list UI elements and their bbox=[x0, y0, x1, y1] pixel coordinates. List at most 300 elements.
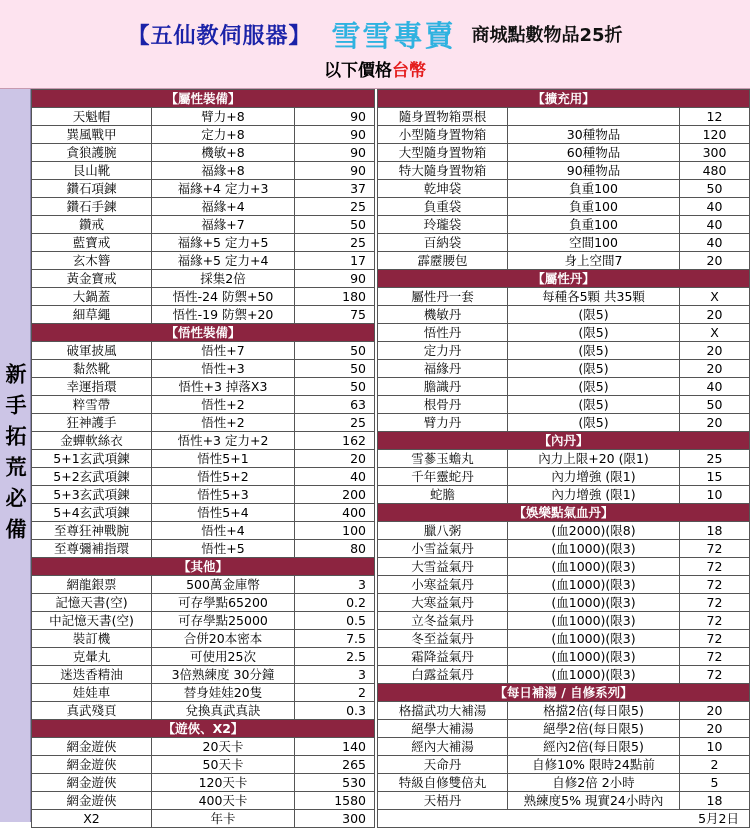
item-name: 5+3玄武項鍊 bbox=[32, 486, 152, 504]
item-price: 25 bbox=[680, 450, 750, 468]
item-name: 玲瓏袋 bbox=[378, 216, 508, 234]
item-price: X bbox=[680, 288, 750, 306]
item-price: 72 bbox=[680, 540, 750, 558]
item-desc: 50天卡 bbox=[152, 756, 295, 774]
table-row bbox=[378, 378, 750, 396]
item-name: 至尊彌補指環 bbox=[32, 540, 152, 558]
item-price: 50 bbox=[295, 216, 375, 234]
item-desc: (血1000)(限3) bbox=[508, 648, 680, 666]
item-desc: (血1000)(限3) bbox=[508, 612, 680, 630]
item-name: 隨身置物箱票根 bbox=[378, 108, 508, 126]
item-desc: 悟性+2 bbox=[152, 396, 295, 414]
item-name: 格擋武功大補湯 bbox=[378, 702, 508, 720]
item-price: 90 bbox=[295, 270, 375, 288]
item-name: 網金遊俠 bbox=[32, 792, 152, 810]
item-name: 蛇膽 bbox=[378, 486, 508, 504]
table-row bbox=[32, 180, 375, 198]
item-price: 0.3 bbox=[295, 702, 375, 720]
item-desc: 福緣+8 bbox=[152, 162, 295, 180]
item-price: 2 bbox=[680, 756, 750, 774]
item-desc: (限5) bbox=[508, 324, 680, 342]
item-desc: 60種物品 bbox=[508, 144, 680, 162]
table-row bbox=[378, 234, 750, 252]
item-desc: 20天卡 bbox=[152, 738, 295, 756]
item-desc: 內力增強 (限1) bbox=[508, 486, 680, 504]
item-name: 天魁帽 bbox=[32, 108, 152, 126]
item-name: 大雪益氣丹 bbox=[378, 558, 508, 576]
item-price: 20 bbox=[295, 450, 375, 468]
item-price: 20 bbox=[680, 720, 750, 738]
table-row bbox=[378, 486, 750, 504]
item-desc: 福緣+4 bbox=[152, 198, 295, 216]
item-price: 20 bbox=[680, 342, 750, 360]
item-name: 天命丹 bbox=[378, 756, 508, 774]
section-header bbox=[378, 504, 750, 522]
item-desc: (限5) bbox=[508, 342, 680, 360]
item-name: 中記憶天書(空) bbox=[32, 612, 152, 630]
item-desc: 身上空間7 bbox=[508, 252, 680, 270]
item-name: 粹雪帶 bbox=[32, 396, 152, 414]
item-desc: 每種各5顆 共35顆 bbox=[508, 288, 680, 306]
item-name: 細草繩 bbox=[32, 306, 152, 324]
table-row bbox=[32, 414, 375, 432]
item-desc: (血1000)(限3) bbox=[508, 630, 680, 648]
item-name: 黏然靴 bbox=[32, 360, 152, 378]
table-row bbox=[32, 594, 375, 612]
table-row bbox=[378, 306, 750, 324]
item-desc: 臂力+8 bbox=[152, 108, 295, 126]
table-row bbox=[378, 360, 750, 378]
section-title: 【悟性裝備】 bbox=[32, 324, 375, 342]
item-name: 大鍋蓋 bbox=[32, 288, 152, 306]
item-price: 20 bbox=[680, 702, 750, 720]
table-row bbox=[378, 216, 750, 234]
table-row bbox=[378, 558, 750, 576]
table-row bbox=[32, 648, 375, 666]
item-name: 白露益氣丹 bbox=[378, 666, 508, 684]
title-row bbox=[0, 14, 750, 54]
table-row bbox=[378, 576, 750, 594]
table-row bbox=[378, 342, 750, 360]
table-row bbox=[32, 612, 375, 630]
item-name: 特大隨身置物箱 bbox=[378, 162, 508, 180]
item-price: 20 bbox=[680, 414, 750, 432]
item-desc: 悟性+5 bbox=[152, 540, 295, 558]
item-price: 300 bbox=[295, 810, 375, 828]
table-row bbox=[32, 450, 375, 468]
table-row bbox=[378, 324, 750, 342]
item-price: 400 bbox=[295, 504, 375, 522]
footer-row bbox=[378, 810, 750, 828]
server-name: 【五仙教伺服器】 bbox=[127, 23, 312, 49]
item-price: 63 bbox=[295, 396, 375, 414]
item-price: 72 bbox=[680, 576, 750, 594]
item-desc: 悟性5+3 bbox=[152, 486, 295, 504]
item-price: 20 bbox=[680, 360, 750, 378]
section-header bbox=[32, 720, 375, 738]
table-row bbox=[378, 414, 750, 432]
item-name: 娃娃車 bbox=[32, 684, 152, 702]
section-header bbox=[32, 558, 375, 576]
table-row bbox=[32, 108, 375, 126]
item-price: 50 bbox=[295, 378, 375, 396]
table-row bbox=[32, 702, 375, 720]
left-price-table bbox=[31, 89, 375, 828]
table-row bbox=[32, 126, 375, 144]
item-price: X bbox=[680, 324, 750, 342]
item-name: 鑽石手鍊 bbox=[32, 198, 152, 216]
item-name: 霹靂腰包 bbox=[378, 252, 508, 270]
item-name: 根骨丹 bbox=[378, 396, 508, 414]
table-row bbox=[378, 198, 750, 216]
table-row bbox=[378, 162, 750, 180]
item-price: 72 bbox=[680, 558, 750, 576]
item-price: 72 bbox=[680, 594, 750, 612]
item-price: 50 bbox=[680, 396, 750, 414]
price-note bbox=[0, 56, 750, 80]
table-row bbox=[32, 792, 375, 810]
item-price: 90 bbox=[295, 144, 375, 162]
item-price: 180 bbox=[295, 288, 375, 306]
item-name: 5+2玄武項鍊 bbox=[32, 468, 152, 486]
item-desc: 空間100 bbox=[508, 234, 680, 252]
item-name: 特級自修雙倍丸 bbox=[378, 774, 508, 792]
item-price: 7.5 bbox=[295, 630, 375, 648]
item-desc: 悟性-24 防禦+50 bbox=[152, 288, 295, 306]
item-desc: 悟性5+1 bbox=[152, 450, 295, 468]
item-name: 悟性丹 bbox=[378, 324, 508, 342]
section-header bbox=[378, 432, 750, 450]
item-price: 40 bbox=[680, 198, 750, 216]
date-label: 5月2日 bbox=[378, 810, 750, 828]
item-desc: 熟練度5% 現實24小時內 bbox=[508, 792, 680, 810]
item-name: 霜降益氣丹 bbox=[378, 648, 508, 666]
item-price: 3 bbox=[295, 666, 375, 684]
section-title: 【遊俠、X2】 bbox=[32, 720, 375, 738]
item-desc: 悟性+3 掉落X3 bbox=[152, 378, 295, 396]
table-row bbox=[378, 144, 750, 162]
item-name: 乾坤袋 bbox=[378, 180, 508, 198]
item-price: 72 bbox=[680, 666, 750, 684]
table-row bbox=[378, 720, 750, 738]
item-price: 265 bbox=[295, 756, 375, 774]
item-price: 10 bbox=[680, 738, 750, 756]
item-name: 至尊狂神戰腕 bbox=[32, 522, 152, 540]
item-desc: 負重100 bbox=[508, 180, 680, 198]
section-title: 【屬性丹】 bbox=[378, 270, 750, 288]
item-name: 狂神護手 bbox=[32, 414, 152, 432]
currency-label: 台幣 bbox=[392, 61, 426, 81]
item-desc: 悟性5+2 bbox=[152, 468, 295, 486]
item-desc: 自修2倍 2小時 bbox=[508, 774, 680, 792]
item-price: 12 bbox=[680, 108, 750, 126]
item-name: 貪狼護腕 bbox=[32, 144, 152, 162]
section-title: 【其他】 bbox=[32, 558, 375, 576]
item-name: 網金遊俠 bbox=[32, 738, 152, 756]
item-desc: 90種物品 bbox=[508, 162, 680, 180]
item-name: 冬至益氣丹 bbox=[378, 630, 508, 648]
table-row bbox=[378, 180, 750, 198]
table-row bbox=[32, 360, 375, 378]
item-name: 福緣丹 bbox=[378, 360, 508, 378]
item-desc: 兌換真武真訣 bbox=[152, 702, 295, 720]
item-desc: (限5) bbox=[508, 396, 680, 414]
table-row bbox=[32, 252, 375, 270]
item-desc: 負重100 bbox=[508, 198, 680, 216]
item-desc: 400天卡 bbox=[152, 792, 295, 810]
section-title: 【娛樂點氣血丹】 bbox=[378, 504, 750, 522]
item-name: 小雪益氣丹 bbox=[378, 540, 508, 558]
section-title: 【屬性裝備】 bbox=[32, 90, 375, 108]
table-row bbox=[32, 486, 375, 504]
item-name: 小寒益氣丹 bbox=[378, 576, 508, 594]
item-name: 5+4玄武項鍊 bbox=[32, 504, 152, 522]
item-desc: 合併20本密本 bbox=[152, 630, 295, 648]
item-desc: 500萬金庫幣 bbox=[152, 576, 295, 594]
item-price: 530 bbox=[295, 774, 375, 792]
item-desc: (血1000)(限3) bbox=[508, 576, 680, 594]
item-price: 300 bbox=[680, 144, 750, 162]
table-row bbox=[378, 288, 750, 306]
item-name: 網龍銀票 bbox=[32, 576, 152, 594]
table-row bbox=[378, 756, 750, 774]
item-desc: (血1000)(限3) bbox=[508, 558, 680, 576]
table-row bbox=[32, 522, 375, 540]
item-price: 90 bbox=[295, 126, 375, 144]
side-banner bbox=[0, 89, 31, 822]
table-row bbox=[378, 540, 750, 558]
item-name: 天梧丹 bbox=[378, 792, 508, 810]
item-price: 72 bbox=[680, 612, 750, 630]
item-price: 80 bbox=[295, 540, 375, 558]
item-desc: 自修10% 限時24點前 bbox=[508, 756, 680, 774]
table-row bbox=[32, 306, 375, 324]
item-name: 記憶天書(空) bbox=[32, 594, 152, 612]
table-row bbox=[378, 666, 750, 684]
header-banner bbox=[0, 0, 750, 89]
section-header bbox=[32, 324, 375, 342]
item-desc: (限5) bbox=[508, 378, 680, 396]
item-price: 17 bbox=[295, 252, 375, 270]
table-row bbox=[32, 342, 375, 360]
item-desc: 內力上限+20 (限1) bbox=[508, 450, 680, 468]
item-desc: (血1000)(限3) bbox=[508, 666, 680, 684]
item-desc: 採集2倍 bbox=[152, 270, 295, 288]
item-price: 2.5 bbox=[295, 648, 375, 666]
table-row bbox=[32, 144, 375, 162]
item-desc: 可存學點65200 bbox=[152, 594, 295, 612]
item-price: 72 bbox=[680, 630, 750, 648]
table-row bbox=[32, 756, 375, 774]
table-row bbox=[32, 576, 375, 594]
item-name: 鑽石項鍊 bbox=[32, 180, 152, 198]
item-price: 40 bbox=[680, 216, 750, 234]
section-header bbox=[378, 270, 750, 288]
item-name: 臂力丹 bbox=[378, 414, 508, 432]
item-price: 25 bbox=[295, 234, 375, 252]
item-desc: 福緣+5 定力+5 bbox=[152, 234, 295, 252]
price-prefix: 以下價格 bbox=[324, 61, 392, 81]
item-price: 3 bbox=[295, 576, 375, 594]
item-price: 18 bbox=[680, 522, 750, 540]
item-price: 40 bbox=[680, 234, 750, 252]
item-name: X2 bbox=[32, 810, 152, 828]
table-row bbox=[32, 396, 375, 414]
item-price: 2 bbox=[295, 684, 375, 702]
item-name: 絕學大補湯 bbox=[378, 720, 508, 738]
item-price: 50 bbox=[295, 360, 375, 378]
item-price: 72 bbox=[680, 648, 750, 666]
section-title: 【每日補湯 / 自修系列】 bbox=[378, 684, 750, 702]
item-desc: 悟性+2 bbox=[152, 414, 295, 432]
item-desc: 3倍熟練度 30分鐘 bbox=[152, 666, 295, 684]
item-desc: (血1000)(限3) bbox=[508, 540, 680, 558]
item-name: 經內大補湯 bbox=[378, 738, 508, 756]
section-header bbox=[32, 90, 375, 108]
item-name: 立冬益氣丹 bbox=[378, 612, 508, 630]
table-row bbox=[32, 666, 375, 684]
item-desc: 定力+8 bbox=[152, 126, 295, 144]
right-price-table bbox=[377, 89, 750, 828]
table-row bbox=[378, 792, 750, 810]
item-desc: 悟性+3 bbox=[152, 360, 295, 378]
table-row bbox=[32, 288, 375, 306]
item-name: 負重袋 bbox=[378, 198, 508, 216]
item-name: 迷迭香精油 bbox=[32, 666, 152, 684]
table-row bbox=[378, 630, 750, 648]
table-row bbox=[32, 774, 375, 792]
item-desc: 替身娃娃20隻 bbox=[152, 684, 295, 702]
table-row bbox=[378, 108, 750, 126]
table-row bbox=[378, 450, 750, 468]
item-desc: 悟性5+4 bbox=[152, 504, 295, 522]
table-row bbox=[32, 198, 375, 216]
table-row bbox=[378, 252, 750, 270]
promo-text: 商城點數物品25折 bbox=[471, 25, 623, 46]
item-desc: 悟性+7 bbox=[152, 342, 295, 360]
item-price: 25 bbox=[295, 414, 375, 432]
table-row bbox=[32, 504, 375, 522]
table-row bbox=[378, 774, 750, 792]
table-row bbox=[378, 612, 750, 630]
item-name: 屬性丹一套 bbox=[378, 288, 508, 306]
item-price: 200 bbox=[295, 486, 375, 504]
section-title: 【內丹】 bbox=[378, 432, 750, 450]
item-price: 90 bbox=[295, 162, 375, 180]
item-name: 膽識丹 bbox=[378, 378, 508, 396]
item-desc: 悟性-19 防禦+20 bbox=[152, 306, 295, 324]
item-desc: (限5) bbox=[508, 360, 680, 378]
item-name: 克暈丸 bbox=[32, 648, 152, 666]
item-name: 艮山靴 bbox=[32, 162, 152, 180]
item-desc: 120天卡 bbox=[152, 774, 295, 792]
item-price: 20 bbox=[680, 252, 750, 270]
table-row bbox=[32, 216, 375, 234]
table-row bbox=[32, 738, 375, 756]
item-desc: 福緣+5 定力+4 bbox=[152, 252, 295, 270]
table-row bbox=[32, 378, 375, 396]
table-row bbox=[32, 234, 375, 252]
item-price: 10 bbox=[680, 486, 750, 504]
item-desc: 福緣+4 定力+3 bbox=[152, 180, 295, 198]
item-name: 5+1玄武項鍊 bbox=[32, 450, 152, 468]
item-price: 50 bbox=[680, 180, 750, 198]
table-row bbox=[32, 162, 375, 180]
item-price: 0.5 bbox=[295, 612, 375, 630]
item-price: 40 bbox=[680, 378, 750, 396]
item-name: 玄木簪 bbox=[32, 252, 152, 270]
item-name: 幸運指環 bbox=[32, 378, 152, 396]
item-desc: (血2000)(限8) bbox=[508, 522, 680, 540]
table-row bbox=[32, 270, 375, 288]
table-row bbox=[32, 630, 375, 648]
table-row bbox=[378, 702, 750, 720]
item-desc: 格擋2倍(每日限5) bbox=[508, 702, 680, 720]
item-price: 5 bbox=[680, 774, 750, 792]
item-desc: 負重100 bbox=[508, 216, 680, 234]
item-desc bbox=[508, 108, 680, 126]
item-price: 100 bbox=[295, 522, 375, 540]
shop-name: 雪雪專賣 bbox=[331, 18, 456, 53]
item-desc: (限5) bbox=[508, 414, 680, 432]
item-desc: 悟性+3 定力+2 bbox=[152, 432, 295, 450]
item-desc: (血1000)(限3) bbox=[508, 594, 680, 612]
item-price: 40 bbox=[295, 468, 375, 486]
item-name: 黃金寶戒 bbox=[32, 270, 152, 288]
table-row bbox=[378, 738, 750, 756]
item-price: 0.2 bbox=[295, 594, 375, 612]
section-header bbox=[378, 684, 750, 702]
item-price: 37 bbox=[295, 180, 375, 198]
item-price: 120 bbox=[680, 126, 750, 144]
table-row bbox=[32, 468, 375, 486]
table-row bbox=[378, 468, 750, 486]
table-row bbox=[378, 522, 750, 540]
item-name: 雪蔘玉蟾丸 bbox=[378, 450, 508, 468]
item-price: 162 bbox=[295, 432, 375, 450]
item-desc: 福緣+7 bbox=[152, 216, 295, 234]
item-name: 機敏丹 bbox=[378, 306, 508, 324]
item-name: 金蟬軟絲衣 bbox=[32, 432, 152, 450]
item-price: 140 bbox=[295, 738, 375, 756]
item-name: 小型隨身置物箱 bbox=[378, 126, 508, 144]
item-name: 定力丹 bbox=[378, 342, 508, 360]
item-price: 1580 bbox=[295, 792, 375, 810]
item-desc: 經內2倍(每日限5) bbox=[508, 738, 680, 756]
item-name: 裝訂機 bbox=[32, 630, 152, 648]
table-row bbox=[378, 126, 750, 144]
item-desc: 30種物品 bbox=[508, 126, 680, 144]
table-row bbox=[32, 810, 375, 828]
item-name: 鑽戒 bbox=[32, 216, 152, 234]
item-name: 巽風戰甲 bbox=[32, 126, 152, 144]
table-row bbox=[378, 648, 750, 666]
item-desc: 機敏+8 bbox=[152, 144, 295, 162]
table-row bbox=[32, 432, 375, 450]
item-name: 破軍披風 bbox=[32, 342, 152, 360]
table-row bbox=[378, 594, 750, 612]
item-desc: (限5) bbox=[508, 306, 680, 324]
item-desc: 可使用25次 bbox=[152, 648, 295, 666]
item-price: 20 bbox=[680, 306, 750, 324]
item-price: 480 bbox=[680, 162, 750, 180]
item-name: 藍寶戒 bbox=[32, 234, 152, 252]
section-title: 【擴充用】 bbox=[378, 90, 750, 108]
section-header bbox=[378, 90, 750, 108]
item-desc: 悟性+4 bbox=[152, 522, 295, 540]
item-desc: 內力增強 (限1) bbox=[508, 468, 680, 486]
table-row bbox=[32, 684, 375, 702]
